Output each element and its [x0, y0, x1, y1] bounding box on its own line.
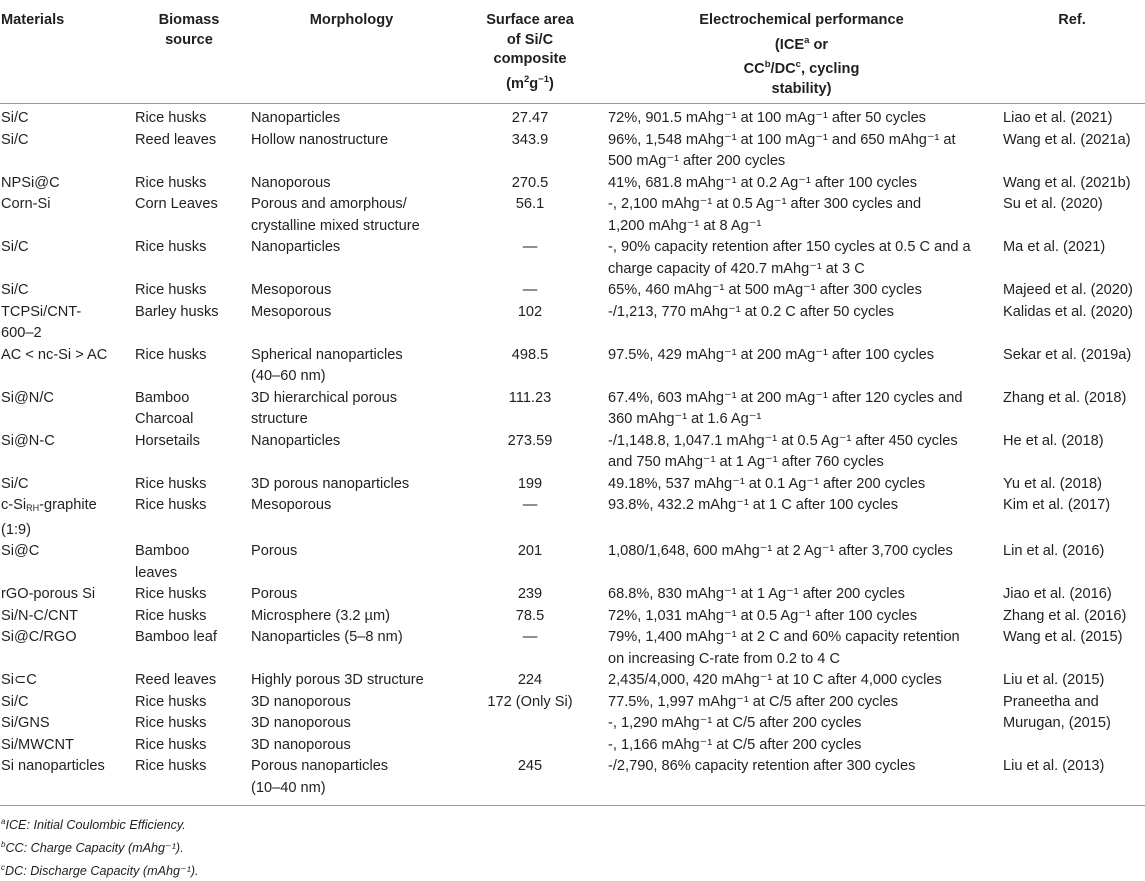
cell-electrochemical-performance: -/1,213, 770 mAhg⁻¹ at 0.2 C after 50 cycles: [608, 303, 894, 320]
cell-biomass-source: Rice husks: [135, 715, 207, 731]
header-electrochemical-performance: Electrochemical performance (ICE$^a$ or $CC^b/DC^c$, cycling stability): [604, 8, 999, 104]
cell-ref: Kim et al. (2017): [1003, 497, 1111, 513]
cell-surface-area: 270.5: [511, 174, 549, 191]
cell-surface-area: 199: [517, 475, 543, 492]
header-ref: Ref.: [999, 8, 1145, 104]
table-row: [0, 756, 1145, 806]
cell-ref: Ma et al. (2021): [1003, 239, 1106, 255]
cell-electrochemical-performance: 2,435/4,000, 420 mAhg⁻¹ at 10 C after 4,000 cycles: [608, 672, 942, 688]
cell-electrochemical-performance: -, 1,166 mAhg⁻¹ at C/5 after 200 cycles: [608, 736, 862, 753]
table-row: [0, 173, 1145, 195]
cell-biomass-source: Rice husks: [135, 110, 207, 126]
data-table: [0, 8, 1145, 806]
cell-ref: Zhang et al. (2018): [1003, 389, 1127, 406]
cell-electrochemical-performance: 72%, 901.5 mAhg⁻¹ at 100 mAg⁻¹ after 50 cycles: [608, 110, 926, 126]
header-materials: Materials: [0, 8, 131, 104]
cell-surface-area: 245: [456, 756, 604, 806]
cell-surface-area: 102: [517, 303, 543, 320]
cell-biomass-source: Reed leaves: [135, 131, 217, 148]
cell-morphology: Hollow nanostructure: [251, 131, 389, 148]
cell-morphology: Nanoparticles: [251, 432, 341, 449]
cell-morphology: Microsphere (3.2 µm): [251, 607, 390, 624]
table-row: [0, 280, 1145, 302]
cell-material: AC < nc-Si > AC: [1, 346, 108, 363]
table-row: [0, 388, 1145, 431]
cell-morphology: Mesoporous: [251, 497, 332, 513]
cell-morphology: Porous and amorphous/ crystalline mixed structure: [251, 196, 420, 234]
cell-ref: Murugan, (2015): [1003, 715, 1111, 731]
cell-surface-area: 224: [517, 672, 543, 688]
table-row: [0, 584, 1145, 606]
cell-ref: Liao et al. (2021): [1003, 110, 1113, 126]
cell-surface-area: —: [522, 239, 538, 255]
cell-electrochemical-performance: -, 2,100 mAhg⁻¹ at 0.5 Ag⁻¹ after 300 cycles and 1,200 mAhg⁻¹ at 8 Ag⁻¹: [608, 196, 922, 234]
cell-surface-area: 343.9: [511, 131, 549, 148]
cell-biomass-source: Rice husks: [135, 497, 207, 513]
cell-surface-area: —: [522, 282, 538, 298]
cell-ref: He et al. (2018): [1003, 432, 1104, 449]
cell-ref: Praneetha and: [1003, 693, 1099, 710]
cell-ref: Sekar et al. (2019a): [1003, 346, 1132, 363]
cell-morphology: 3D nanoporous: [251, 693, 351, 710]
header-surface-area: Surface area of Si/C composite $(m^2g^{-1})$: [456, 8, 604, 104]
cell-electrochemical-performance: 65%, 460 mAhg⁻¹ at 500 mAg⁻¹ after 300 cycles: [608, 282, 922, 298]
cell-electrochemical-performance: 79%, 1,400 mAhg⁻¹ at 2 C and 60% capacity retention on increasing C-rate from 0.2 to 4 C: [608, 629, 960, 667]
cell-material: Si@N-C: [1, 432, 55, 449]
cell-biomass-source: Rice husks: [135, 475, 207, 492]
cell-morphology: Nanoparticles: [251, 110, 341, 126]
cell-electrochemical-performance: 68.8%, 830 mAhg⁻¹ at 1 Ag⁻¹ after 200 cycles: [608, 586, 905, 602]
cell-material: Si nanoparticles: [0, 756, 131, 806]
cell-surface-area: —: [522, 497, 538, 513]
header-biomass-source: Biomass source: [131, 8, 247, 104]
cell-material: Si/MWCNT: [1, 736, 74, 753]
cell-surface-area: 201: [517, 543, 543, 559]
cell-electrochemical-performance: 77.5%, 1,997 mAhg⁻¹ at C/5 after 200 cycles: [608, 693, 899, 710]
cell-biomass-source: Bamboo leaves: [135, 543, 190, 581]
cell-morphology: Porous: [251, 543, 298, 559]
cell-ref: Wang et al. (2021b): [1003, 174, 1131, 191]
cell-biomass-source: Bamboo Charcoal: [135, 389, 194, 427]
table-header: [0, 8, 1145, 104]
cell-material: Si/C: [1, 110, 29, 126]
cell-material: Si@C: [1, 543, 40, 559]
table-row: [0, 670, 1145, 692]
cell-material: TCPSi/CNT- 600–2: [1, 303, 82, 341]
table-row: [0, 713, 1145, 735]
cell-biomass-source: Rice husks: [135, 174, 207, 191]
table-row: [0, 130, 1145, 173]
cell-electrochemical-performance: 67.4%, 603 mAhg⁻¹ at 200 mAg⁻¹ after 120 cycles and 360 mAhg⁻¹ at 1.6 Ag⁻¹: [608, 389, 963, 427]
cell-morphology: Highly porous 3D structure: [251, 672, 424, 688]
cell-electrochemical-performance: 49.18%, 537 mAhg⁻¹ at 0.1 Ag⁻¹ after 200 cycles: [608, 475, 926, 492]
cell-surface-area: 273.59: [507, 432, 553, 449]
cell-biomass-source: Rice husks: [131, 756, 247, 806]
cell-material: $c-Si_{RH}$-graphite (1:9): [1, 497, 97, 538]
cell-material: Si/C: [1, 282, 29, 298]
cell-ref: Su et al. (2020): [1003, 196, 1103, 212]
cell-ref: Kalidas et al. (2020): [1003, 303, 1133, 320]
cell-electrochemical-performance: 41%, 681.8 mAhg⁻¹ at 0.2 Ag⁻¹ after 100 cycles: [608, 174, 918, 191]
table-row: [0, 194, 1145, 237]
cell-material: Si/C: [1, 131, 29, 148]
table-row: [0, 237, 1145, 280]
cell-material: Si@C/RGO: [1, 629, 77, 645]
cell-biomass-source: Reed leaves: [135, 672, 217, 688]
cell-biomass-source: Rice husks: [135, 586, 207, 602]
cell-material: NPSi@C: [1, 174, 60, 191]
cell-biomass-source: Corn Leaves: [135, 196, 218, 212]
cell-morphology: 3D nanoporous: [251, 736, 351, 753]
table-row: [0, 474, 1145, 496]
table-row: [0, 606, 1145, 628]
cell-electrochemical-performance: 93.8%, 432.2 mAhg⁻¹ at 1 C after 100 cycles: [608, 497, 899, 513]
cell-biomass-source: Rice husks: [135, 282, 207, 298]
cell-material: Si/C: [1, 239, 29, 255]
footnotes: [1, 812, 199, 881]
cell-electrochemical-performance: -/2,790, 86% capacity retention after 300 cycles: [604, 756, 999, 806]
cell-material: Corn-Si: [1, 196, 51, 212]
footnote: $^b$CC: Charge Capacity (mAhg⁻¹).: [1, 840, 184, 855]
cell-morphology: Mesoporous: [251, 303, 332, 320]
cell-material: Si@N/C: [1, 389, 54, 406]
cell-morphology: 3D nanoporous: [251, 715, 351, 731]
cell-ref: Zhang et al. (2016): [1003, 607, 1127, 624]
cell-surface-area: 111.23: [508, 389, 552, 406]
cell-ref: Wang et al. (2021a): [1003, 131, 1131, 148]
table-row: [0, 104, 1145, 130]
table-row: [0, 302, 1145, 345]
cell-surface-area: [456, 735, 604, 757]
cell-ref: Yu et al. (2018): [1003, 475, 1102, 492]
header-morphology: Morphology: [247, 8, 456, 104]
table-row: [0, 431, 1145, 474]
footnote: $^a$ICE: Initial Coulombic Efficiency.: [1, 817, 186, 832]
cell-morphology: Nanoparticles: [251, 239, 341, 255]
cell-morphology: Porous nanoparticles (10–40 nm): [247, 756, 456, 806]
cell-morphology: Porous: [251, 586, 298, 602]
cell-biomass-source: Rice husks: [135, 736, 207, 753]
cell-biomass-source: Rice husks: [135, 239, 207, 255]
table-row: [0, 627, 1145, 670]
table-row: [0, 345, 1145, 388]
cell-biomass-source: Rice husks: [135, 607, 207, 624]
cell-morphology: 3D hierarchical porous structure: [251, 389, 398, 427]
cell-electrochemical-performance: -, 90% capacity retention after 150 cycles at 0.5 C and a charge capacity of 420.7 mAhg⁻¹ at 3 C: [608, 239, 971, 277]
cell-surface-area: 78.5: [515, 607, 545, 624]
cell-material: Si/N-C/CNT: [1, 607, 79, 624]
cell-ref: Majeed et al. (2020): [1003, 282, 1133, 298]
cell-electrochemical-performance: 72%, 1,031 mAhg⁻¹ at 0.5 Ag⁻¹ after 100 cycles: [608, 607, 918, 624]
table-row: [0, 692, 1145, 714]
cell-surface-area: 56.1: [515, 196, 545, 212]
table-row: [0, 541, 1145, 584]
cell-material: Si⊂C: [1, 672, 37, 688]
cell-electrochemical-performance: -, 1,290 mAhg⁻¹ at C/5 after 200 cycles: [608, 715, 862, 731]
cell-biomass-source: Rice husks: [135, 346, 207, 363]
cell-biomass-source: Horsetails: [135, 432, 200, 449]
cell-electrochemical-performance: 1,080/1,648, 600 mAhg⁻¹ at 2 Ag⁻¹ after 3,700 cycles: [608, 543, 953, 559]
cell-biomass-source: Bamboo leaf: [135, 629, 217, 645]
cell-ref: [999, 735, 1145, 757]
cell-surface-area: 239: [517, 586, 543, 602]
cell-material: Si/C: [1, 475, 29, 492]
cell-ref: Lin et al. (2016): [1003, 543, 1105, 559]
cell-surface-area: —: [522, 629, 538, 645]
cell-electrochemical-performance: 96%, 1,548 mAhg⁻¹ at 100 mAg⁻¹ and 650 mAhg⁻¹ at 500 mAg⁻¹ after 200 cycles: [608, 131, 956, 169]
cell-morphology: Mesoporous: [251, 282, 332, 298]
cell-surface-area: 172 (Only Si): [487, 693, 573, 710]
cell-morphology: Spherical nanoparticles (40–60 nm): [251, 346, 403, 384]
cell-material: rGO-porous Si: [1, 586, 96, 602]
footnote: $^c$DC: Discharge Capacity (mAhg⁻¹).: [1, 863, 199, 878]
cell-ref: Liu et al. (2015): [1003, 672, 1105, 688]
cell-surface-area: 498.5: [511, 346, 549, 363]
cell-material: Si/GNS: [1, 715, 50, 731]
header-row: [0, 8, 1145, 104]
table-row: [0, 735, 1145, 757]
cell-biomass-source: Rice husks: [135, 693, 207, 710]
cell-morphology: 3D porous nanoparticles: [251, 475, 410, 492]
cell-material: Si/C: [1, 693, 29, 710]
cell-surface-area: 27.47: [511, 110, 549, 126]
table-row: [0, 495, 1145, 541]
cell-ref: Wang et al. (2015): [1003, 629, 1123, 645]
cell-electrochemical-performance: 97.5%, 429 mAhg⁻¹ at 200 mAg⁻¹ after 100 cycles: [608, 346, 935, 363]
cell-morphology: Nanoparticles (5–8 nm): [251, 629, 403, 645]
cell-electrochemical-performance: -/1,148.8, 1,047.1 mAhg⁻¹ at 0.5 Ag⁻¹ after 450 cycles and 750 mAhg⁻¹ at 1 Ag⁻¹ after 760 cycles: [608, 432, 958, 470]
cell-morphology: Nanoporous: [251, 174, 331, 191]
table-body: [0, 104, 1145, 806]
cell-biomass-source: Barley husks: [135, 303, 219, 320]
cell-ref: Jiao et al. (2016): [1003, 586, 1112, 602]
cell-ref: Liu et al. (2013): [999, 756, 1145, 806]
cell-surface-area: [456, 713, 604, 735]
